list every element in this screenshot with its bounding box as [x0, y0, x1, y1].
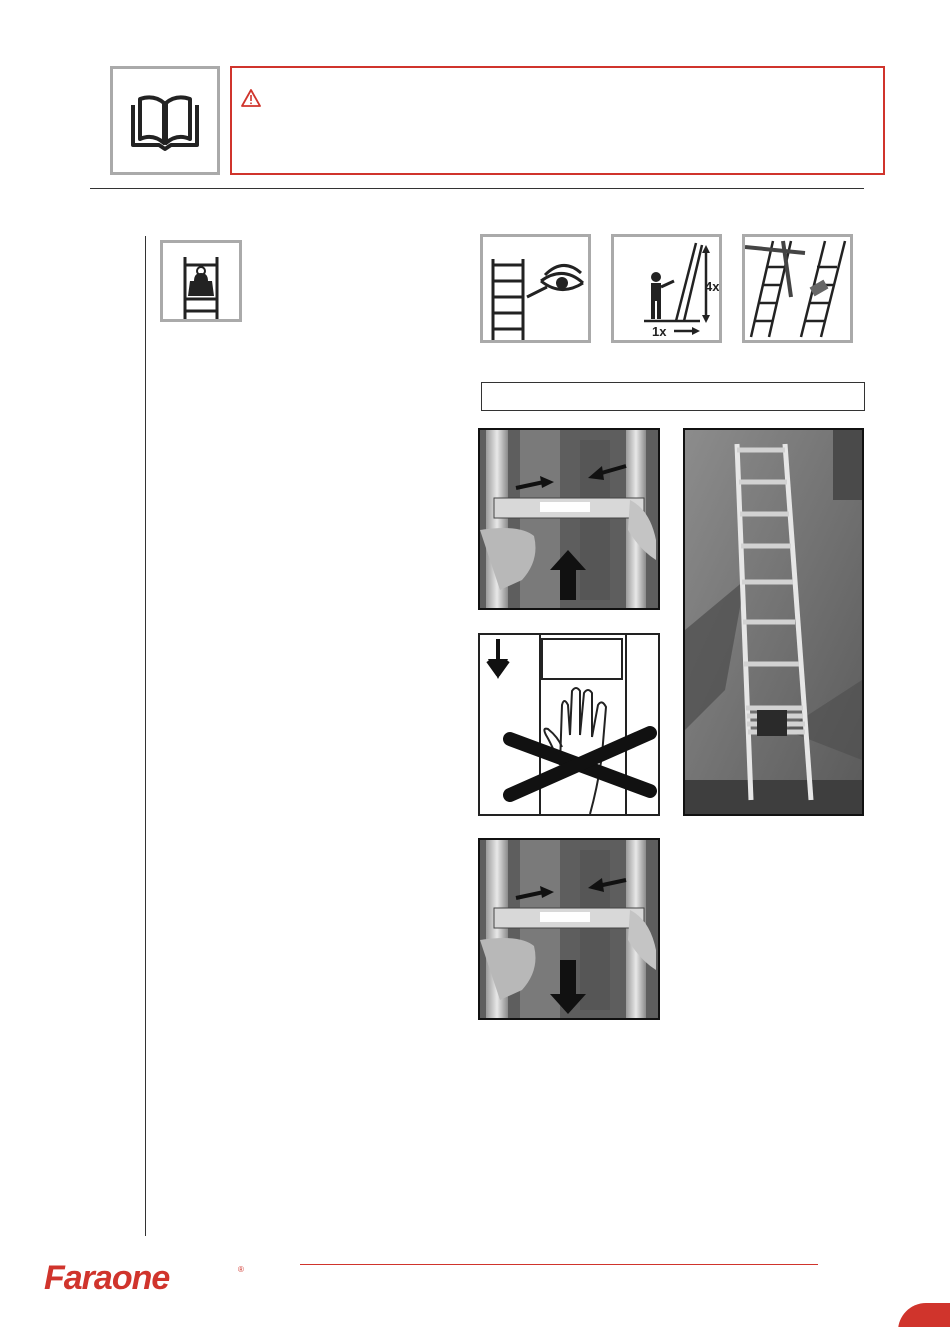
ratio-vertical-label: 4x [705, 279, 719, 294]
max-load-icon-box [160, 240, 242, 322]
crossed-hand-icon [480, 635, 658, 814]
ratio-horizontal-label: 1x [652, 324, 667, 339]
svg-text:Faraone: Faraone [44, 1259, 170, 1296]
hand-warning-illustration [478, 633, 660, 816]
warning-box [230, 66, 885, 175]
ladder-angle-icon [614, 237, 719, 340]
top-divider [90, 188, 864, 189]
faraone-logo [42, 1258, 247, 1296]
ladder-inspection-icon [483, 237, 588, 340]
collapse-rung-photo [478, 838, 660, 1020]
left-column-rule [145, 236, 146, 1236]
ladder-angle-icon-box [611, 234, 722, 343]
open-book-icon [113, 69, 217, 172]
unlock-rung-photo [478, 428, 660, 610]
warning-triangle-icon [240, 88, 262, 108]
inspect-ladder-icon-box [480, 234, 591, 343]
ladder-securing-icon [745, 237, 850, 340]
page-number-tab [898, 1303, 950, 1327]
footer-divider [300, 1264, 818, 1265]
ladder-weight-icon [163, 243, 239, 319]
ladder-securing-icon-box [742, 234, 853, 343]
extended-ladder-photo [683, 428, 864, 816]
instruction-banner [481, 382, 865, 411]
read-manual-icon-box [110, 66, 220, 175]
svg-text:®: ® [238, 1265, 244, 1274]
